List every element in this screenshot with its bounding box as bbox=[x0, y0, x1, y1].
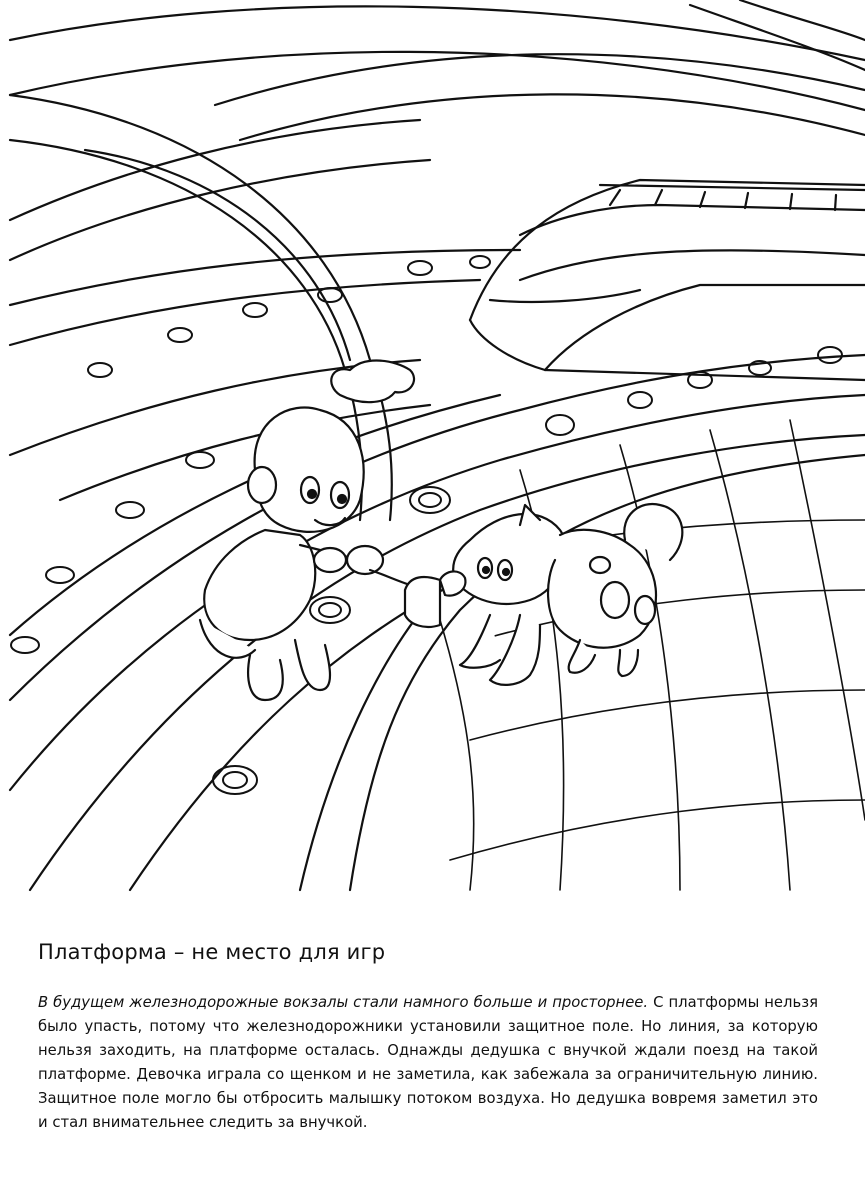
leash bbox=[370, 570, 440, 627]
caption-block bbox=[38, 940, 818, 1135]
train bbox=[470, 180, 865, 380]
story-lead: В будущем железнодорожные вокзалы стали намного больше и просторнее. bbox=[38, 994, 649, 1011]
puppy-character bbox=[440, 504, 682, 685]
ceiling-arches bbox=[10, 0, 865, 260]
floor-grid bbox=[440, 420, 865, 890]
story-text bbox=[38, 991, 818, 1135]
track-rings bbox=[10, 250, 865, 890]
page-title: Платформа – не место для игр bbox=[38, 940, 386, 964]
story-body: С платформы нельзя было упасть, потому что железнодорожники установили защитное поле. Но линия, за которую нельзя заходить, на платформе осталась. Однажды дедушка с внучкой ждали поезд на такой платформе. Девочка играла со щенком и не заметила, как забежала за ограничительную линию. Защитное поле могло бы отбросить малышку потоком воздуха. Но дедушка вовремя заметил это и стал внимательнее следить за внучкой. bbox=[38, 994, 818, 1131]
